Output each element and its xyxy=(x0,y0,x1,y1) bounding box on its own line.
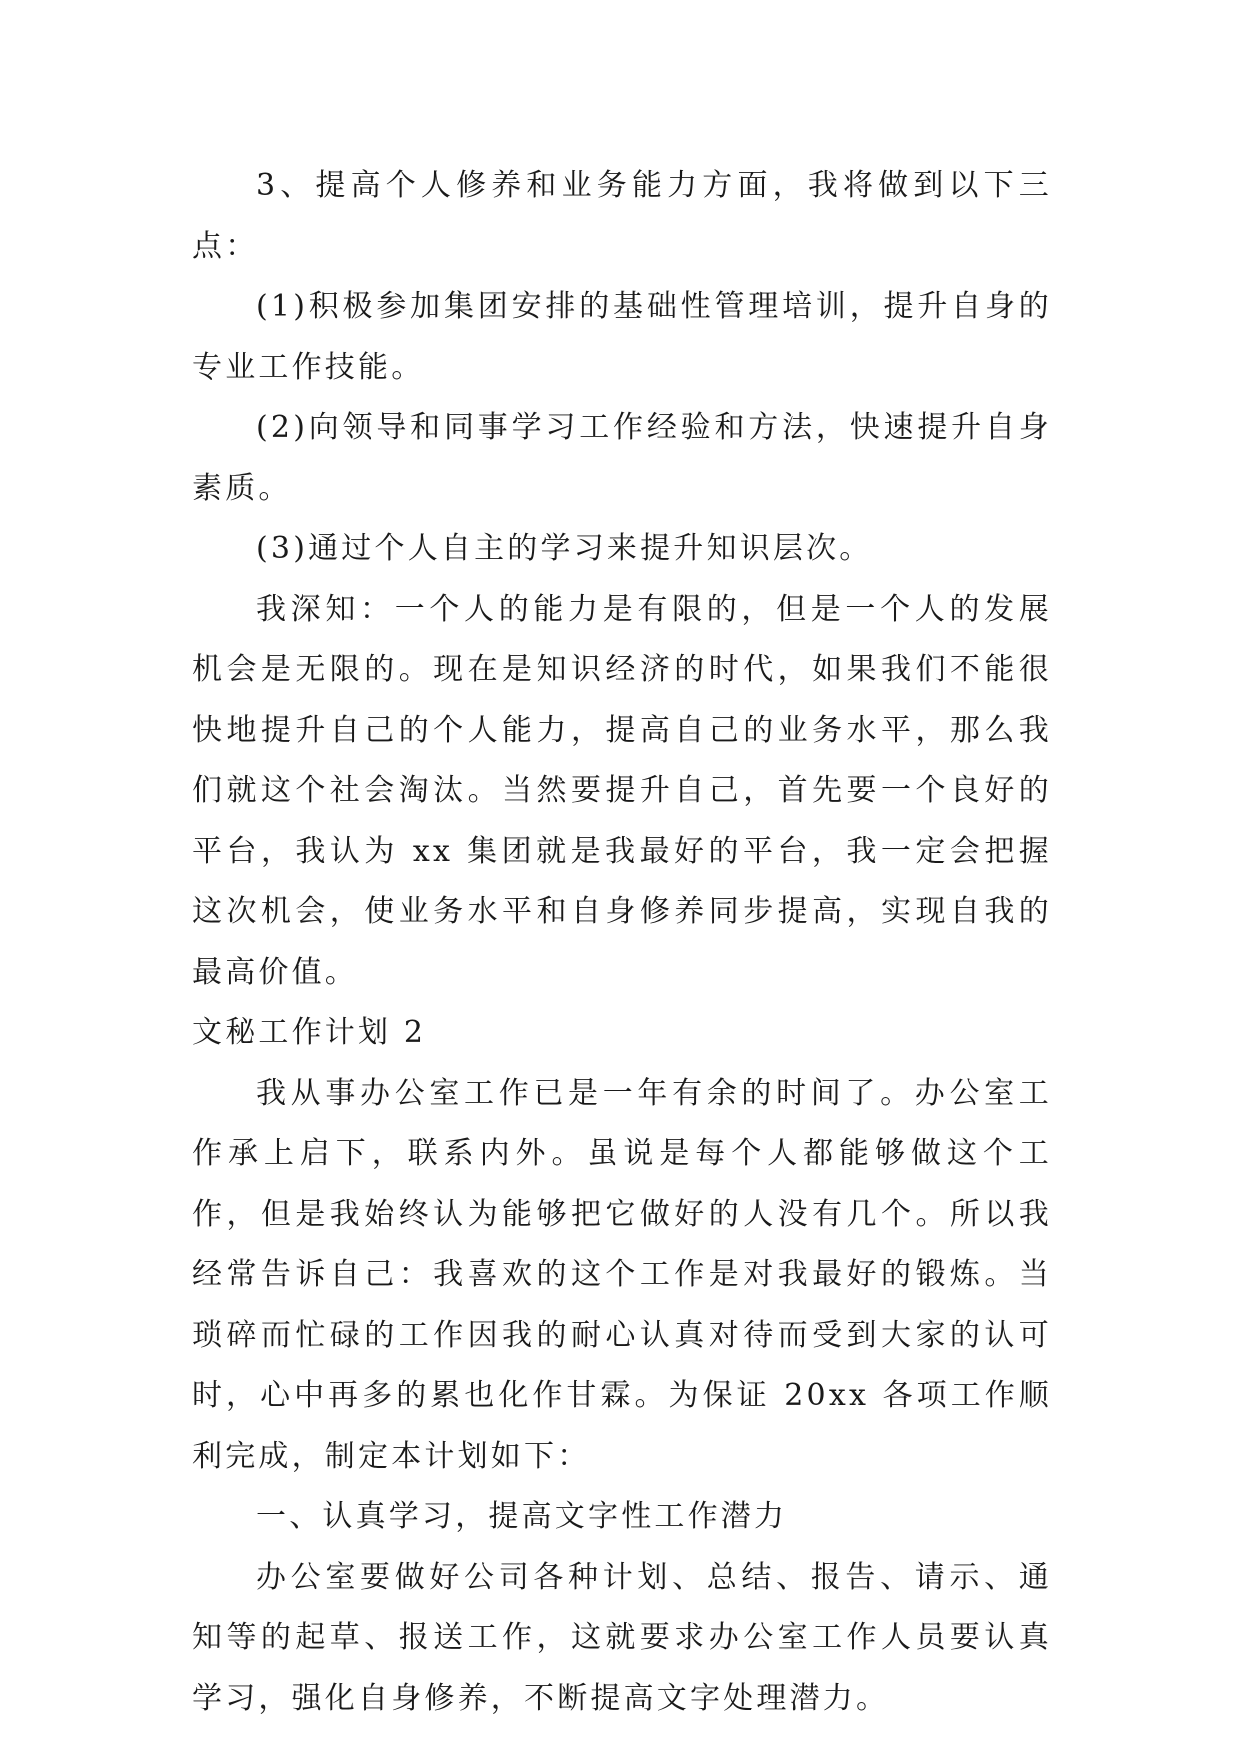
paragraph-heading-1: 一、认真学习，提高文字性工作潜力 xyxy=(256,1499,788,1534)
paragraph-heading-1-body: 办公室要做好公司各种计划、总结、报告、请示、通知等的起草、报送工作，这就要求办公室工作人员要认真学习，强化自身修养，不断提高文字处理潜力。 xyxy=(192,1559,1052,1716)
paragraph-self-improvement-intro: 3、提高个人修养和业务能力方面，我将做到以下三点： xyxy=(192,168,1052,264)
section-title: 文秘工作计划 2 xyxy=(192,1015,427,1050)
paragraph-plan-intro: 我从事办公室工作已是一年有余的时间了。办公室工作承上启下，联系内外。虽说是每个人都能够做这个工作，但是我始终认为能够把它做好的人没有几个。所以我经常告诉自己：我喜欢的这个工作是对我最好的锻炼。当琐碎而忙碌的工作因我的耐心认真对待而受到大家的认可时，心中再多的累也化作甘霖。为保证 20xx 各项工作顺利完成，制定本计划如下： xyxy=(192,1075,1052,1474)
document-body xyxy=(192,156,1052,1729)
paragraph-item-2: (2)向领导和同事学习工作经验和方法，快速提升自身素质。 xyxy=(192,410,1052,506)
paragraph-item-3: (3)通过个人自主的学习来提升知识层次。 xyxy=(256,531,873,566)
paragraph-conclusion: 我深知：一个人的能力是有限的，但是一个人的发展机会是无限的。现在是知识经济的时代，如果我们不能很快地提升自己的个人能力，提高自己的业务水平，那么我们就这个社会淘汰。当然要提升自己，首先要一个良好的平台，我认为 xx 集团就是我最好的平台，我一定会把握这次机会，使业务水平和自身修养同步提高，实现自我的最高价值。 xyxy=(192,591,1052,990)
paragraph-item-1: (1)积极参加集团安排的基础性管理培训，提升自身的专业工作技能。 xyxy=(192,289,1052,385)
